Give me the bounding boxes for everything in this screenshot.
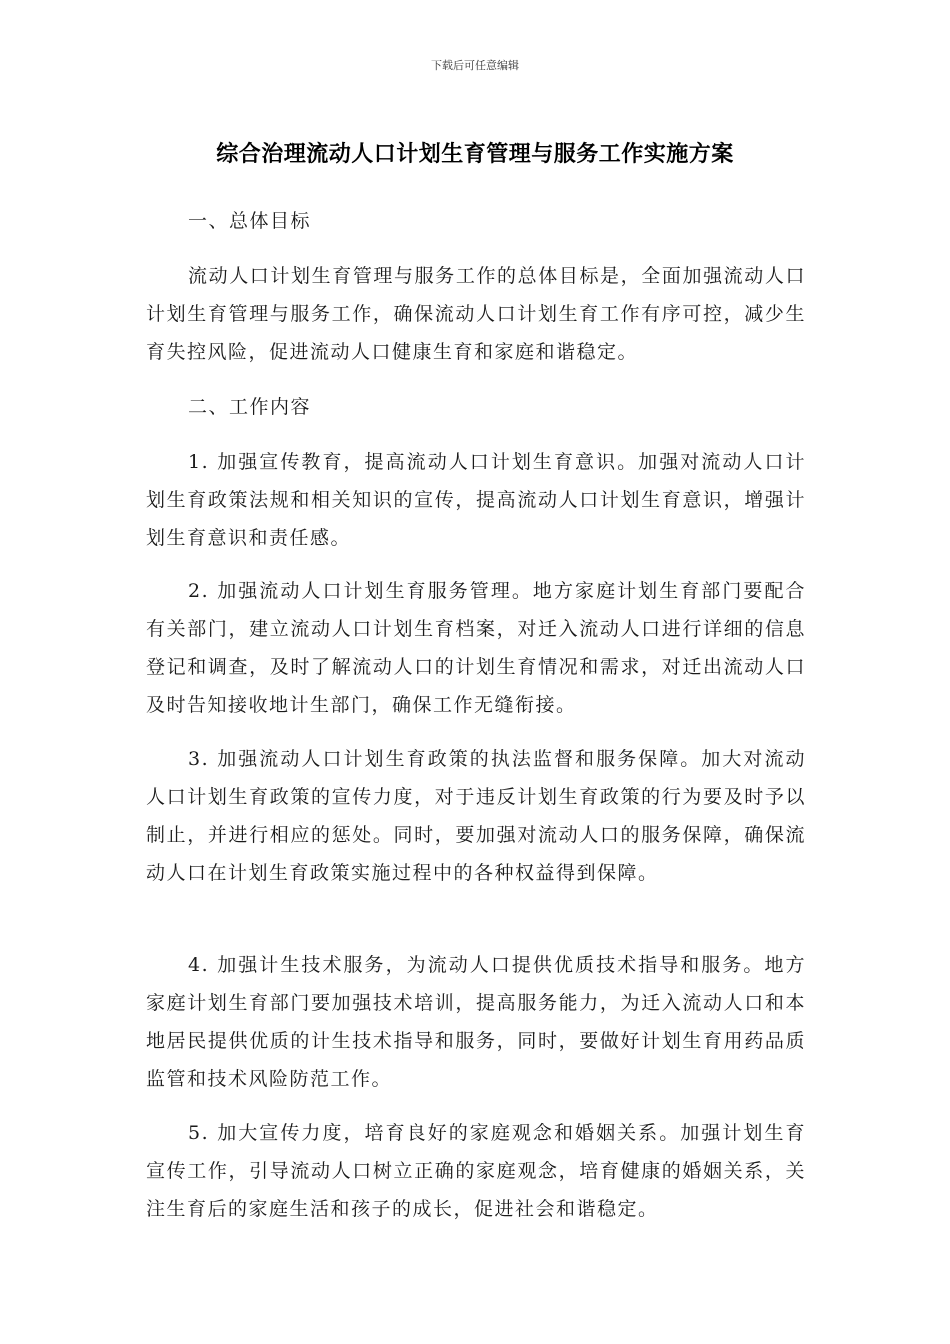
section-1 xyxy=(146,202,806,240)
item-5-paragraph: 5. 加大宣传力度，培育良好的家庭观念和婚姻关系。加强计划生育宣传工作，引导流动人口树立正确的家庭观念，培育健康的婚姻关系，关注生育后的家庭生活和孩子的成长，促进社会和谐稳定。 xyxy=(146,1122,806,1220)
list-item xyxy=(146,572,806,724)
list-item xyxy=(146,443,806,557)
item-4-paragraph: 4. 加强计生技术服务，为流动人口提供优质技术指导和服务。地方家庭计划生育部门要加强技术培训，提高服务能力，为迁入流动人口和本地居民提供优质的计生技术指导和服务，同时，要做好计划生育用药品质监管和技术风险防范工作。 xyxy=(146,954,806,1090)
document-title: 综合治理流动人口计划生育管理与服务工作实施方案 xyxy=(216,142,734,167)
list-item xyxy=(146,740,806,892)
item-3-paragraph: 3. 加强流动人口计划生育政策的执法监督和服务保障。加大对流动人口计划生育政策的宣传力度，对于违反计划生育政策的行为要及时予以制止，并进行相应的惩处。同时，要加强对流动人口的服务保障，确保流动人口在计划生育政策实施过程中的各种权益得到保障。 xyxy=(146,748,806,884)
list-item xyxy=(146,1114,806,1228)
section-1-heading: 一、总体目标 xyxy=(188,210,312,232)
section-2-heading: 二、工作内容 xyxy=(188,396,312,418)
item-1-paragraph: 1. 加强宣传教育，提高流动人口计划生育意识。加强对流动人口计划生育政策法规和相关知识的宣传，提高流动人口计划生育意识，增强计划生育意识和责任感。 xyxy=(146,451,806,549)
section-1-body xyxy=(146,257,806,371)
section-2 xyxy=(146,388,806,426)
header-note: 下载后可任意编辑 xyxy=(431,59,519,72)
list-item xyxy=(146,946,806,1098)
item-2-paragraph: 2. 加强流动人口计划生育服务管理。地方家庭计划生育部门要配合有关部门，建立流动人口计划生育档案，对迁入流动人口进行详细的信息登记和调查，及时了解流动人口的计划生育情况和需求，对迁出流动人口及时告知接收地计生部门，确保工作无缝衔接。 xyxy=(146,580,806,716)
section-1-paragraph: 流动人口计划生育管理与服务工作的总体目标是，全面加强流动人口计划生育管理与服务工作，确保流动人口计划生育工作有序可控，减少生育失控风险，促进流动人口健康生育和家庭和谐稳定。 xyxy=(146,265,806,363)
